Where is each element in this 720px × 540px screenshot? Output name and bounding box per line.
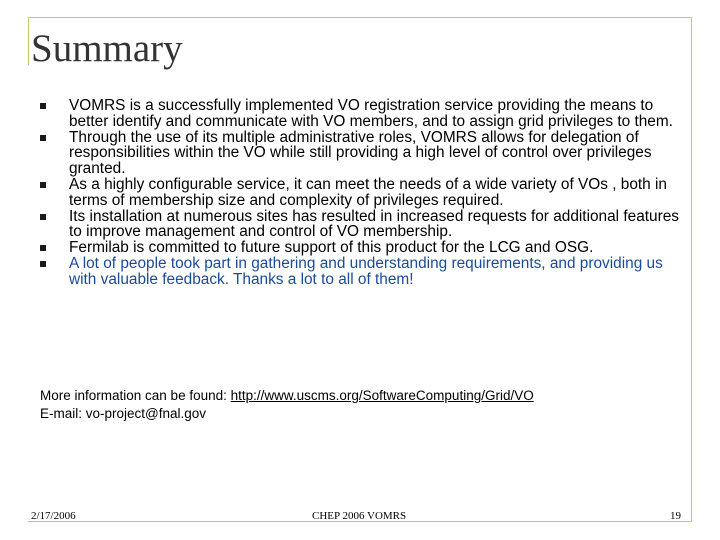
bullet-item-administrative-roles	[40, 130, 690, 177]
bullet-item-vomrs-implemented	[40, 98, 690, 130]
bullet-text: A lot of people took part in gathering and understanding requirements, and providing us with valuable feedback. Thanks a lot to all of them!	[69, 254, 663, 288]
square-bullet-icon	[40, 245, 46, 251]
bullet-item-installation-sites	[40, 209, 690, 241]
email-line	[40, 405, 534, 423]
bullet-text: As a highly configurable service, it can meet the needs of a wide variety of VOs , both in terms of membership size and complexity of privileges required.	[69, 175, 667, 209]
bullet-text: Its installation at numerous sites has resulted in increased requests for additional features to improve management and control of VO membership.	[69, 207, 679, 241]
more-info-block	[40, 387, 534, 423]
frame-right-line	[691, 17, 692, 522]
bullet-list	[40, 98, 690, 288]
square-bullet-icon	[40, 103, 46, 109]
email-label: E-mail:	[40, 406, 86, 421]
bullet-text: VOMRS is a successfully implemented VO registration service providing the means to better identify and communicate with VO members, and to assign grid privileges to them.	[69, 97, 673, 130]
bullet-item-acknowledgements	[40, 256, 690, 288]
square-bullet-icon	[40, 182, 46, 188]
square-bullet-icon	[40, 135, 46, 141]
more-info-link[interactable]: http://www.uscms.org/SoftwareComputing/Grid/VO	[230, 388, 534, 403]
footer-date: 2/17/2006	[31, 510, 76, 522]
footer-page-number: 19	[670, 510, 681, 522]
bullet-item-configurable-service	[40, 177, 690, 209]
slide-title: Summary	[31, 27, 183, 70]
frame-left-line	[28, 17, 29, 65]
square-bullet-icon	[40, 261, 46, 267]
email-address: vo-project@fnal.gov	[85, 406, 207, 421]
frame-top-line	[28, 17, 692, 18]
more-info-label: More information can be found:	[40, 388, 231, 403]
bullet-text: Fermilab is committed to future support of this product for the LCG and OSG.	[69, 239, 594, 257]
bullet-item-fermilab-support	[40, 240, 690, 256]
bullet-text: Through the use of its multiple administrative roles, VOMRS allows for delegation of responsibilities within the VO while still providing a high level of control over privileges granted.	[69, 128, 652, 178]
more-info-line	[40, 387, 534, 405]
square-bullet-icon	[40, 214, 46, 220]
footer-conference: CHEP 2006 VOMRS	[312, 510, 407, 522]
